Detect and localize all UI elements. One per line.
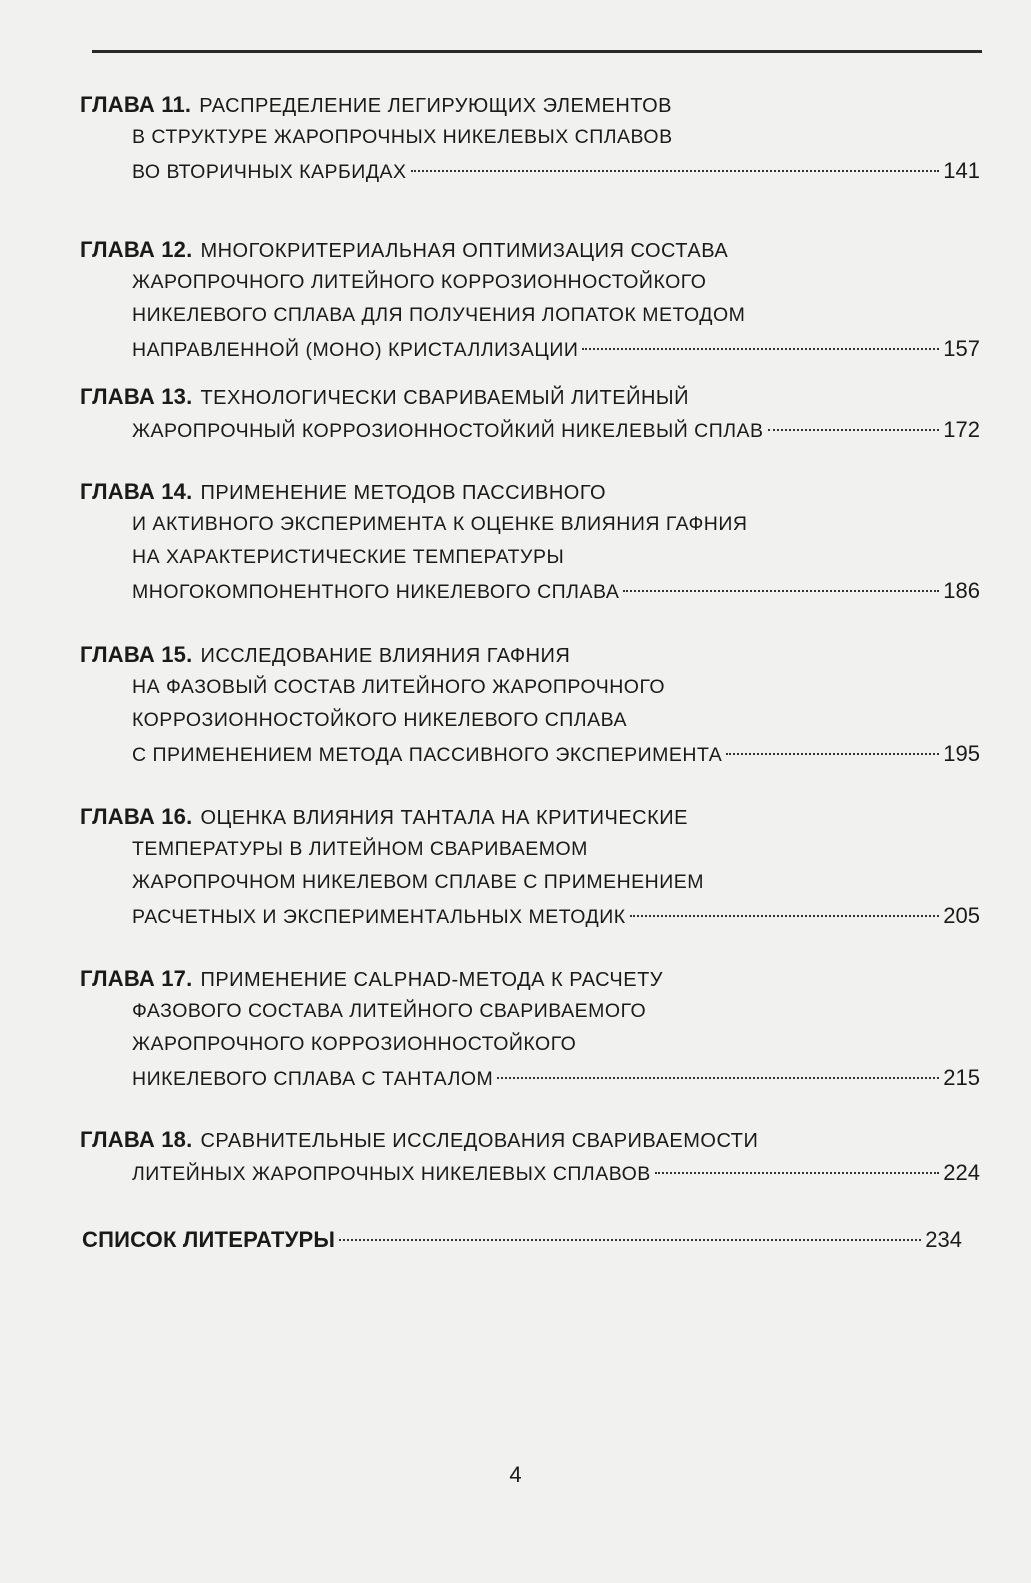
toc-entry[interactable] [80, 962, 980, 1094]
chapter-title-line: ФАЗОВОГО СОСТАВА ЛИТЕЙНОГО СВАРИВАЕМОГО [132, 1000, 647, 1022]
toc-line [80, 299, 980, 332]
dot-leader [411, 170, 940, 172]
chapter-title-line: ОЦЕНКА ВЛИЯНИЯ ТАНТАЛА НА КРИТИЧЕСКИЕ [200, 807, 688, 829]
dot-leader [582, 348, 939, 350]
toc-line [80, 121, 980, 154]
toc-line [80, 962, 980, 995]
chapter-title-line: ЖАРОПРОЧНОМ НИКЕЛЕВОМ СПЛАВЕ С ПРИМЕНЕНИЕМ [132, 871, 705, 893]
dot-leader [655, 1172, 940, 1174]
toc-entry[interactable] [80, 88, 980, 187]
toc-line [80, 737, 980, 770]
toc-line [80, 866, 980, 899]
chapter-title-line: СРАВНИТЕЛЬНЫЕ ИССЛЕДОВАНИЯ СВАРИВАЕМОСТИ [200, 1130, 759, 1152]
page-number: 4 [509, 1462, 522, 1487]
chapter-title-line: НА ФАЗОВЫЙ СОСТАВ ЛИТЕЙНОГО ЖАРОПРОЧНОГО [132, 676, 666, 698]
toc-line [80, 1156, 980, 1189]
chapter-title-line: ЖАРОПРОЧНОГО КОРРОЗИОННОСТОЙКОГО [132, 1033, 577, 1055]
toc-line [80, 671, 980, 704]
chapter-title-line: КОРРОЗИОННОСТОЙКОГО НИКЕЛЕВОГО СПЛАВА [132, 709, 627, 731]
chapter-page-number: 195 [943, 741, 980, 766]
chapter-page-number: 172 [943, 417, 980, 442]
bibliography-label: СПИСОК ЛИТЕРАТУРЫ [82, 1227, 336, 1252]
chapter-title-line: ПРИМЕНЕНИЕ CALPHAD-МЕТОДА К РАСЧЕТУ [200, 969, 664, 991]
chapter-page-number: 186 [943, 578, 980, 603]
dot-leader [497, 1077, 939, 1079]
dot-leader [623, 590, 939, 592]
toc-line [80, 995, 980, 1028]
toc-entry-bibliography[interactable] [82, 1222, 962, 1258]
chapter-title-line: С ПРИМЕНЕНИЕМ МЕТОДА ПАССИВНОГО ЭКСПЕРИМЕНТА [132, 744, 723, 766]
chapter-title-line: НИКЕЛЕВОГО СПЛАВА ДЛЯ ПОЛУЧЕНИЯ ЛОПАТОК МЕТОДОМ [132, 304, 746, 326]
chapter-title-line: НАПРАВЛЕННОЙ (МОНО) КРИСТАЛЛИЗАЦИИ [132, 339, 579, 361]
toc-line [80, 332, 980, 365]
toc-line [80, 233, 980, 266]
toc-entry[interactable] [80, 1123, 980, 1189]
toc-line [80, 638, 980, 671]
chapter-page-number: 205 [943, 903, 980, 928]
dot-leader [630, 915, 940, 917]
toc-line [80, 1028, 980, 1061]
chapter-title-line: ТЕХНОЛОГИЧЕСКИ СВАРИВАЕМЫЙ ЛИТЕЙНЫЙ [200, 387, 689, 409]
bibliography-page-number: 234 [925, 1227, 962, 1252]
chapter-title-line: РАСЧЕТНЫХ И ЭКСПЕРИМЕНТАЛЬНЫХ МЕТОДИК [132, 906, 626, 928]
toc-line [80, 574, 980, 607]
toc-line [80, 475, 980, 508]
toc-line [80, 833, 980, 866]
chapter-label: ГЛАВА 12. [80, 237, 193, 262]
chapter-page-number: 224 [943, 1160, 980, 1185]
dot-leader [339, 1239, 921, 1241]
header-rule [92, 50, 982, 53]
toc-line [80, 154, 980, 187]
toc-line [80, 800, 980, 833]
chapter-page-number: 215 [943, 1065, 980, 1090]
chapter-title-line: РАСПРЕДЕЛЕНИЕ ЛЕГИРУЮЩИХ ЭЛЕМЕНТОВ [199, 95, 673, 117]
toc-line [80, 88, 980, 121]
chapter-label: ГЛАВА 14. [80, 479, 193, 504]
chapter-title-line: И АКТИВНОГО ЭКСПЕРИМЕНТА К ОЦЕНКЕ ВЛИЯНИЯ ГАФНИЯ [132, 513, 748, 535]
chapter-title-line: МНОГОКРИТЕРИАЛЬНАЯ ОПТИМИЗАЦИЯ СОСТАВА [200, 240, 729, 262]
toc-line [80, 266, 980, 299]
toc-line [80, 413, 980, 446]
chapter-title-line: В СТРУКТУРЕ ЖАРОПРОЧНЫХ НИКЕЛЕВЫХ СПЛАВОВ [132, 126, 673, 148]
toc-entry[interactable] [80, 380, 980, 446]
toc-entry[interactable] [80, 475, 980, 607]
dot-leader [726, 753, 939, 755]
toc-line [80, 1123, 980, 1156]
chapter-title-line: НА ХАРАКТЕРИСТИЧЕСКИЕ ТЕМПЕРАТУРЫ [132, 546, 565, 568]
chapter-title-line: ЖАРОПРОЧНЫЙ КОРРОЗИОННОСТОЙКИЙ НИКЕЛЕВЫЙ СПЛАВ [132, 420, 764, 442]
chapter-label: ГЛАВА 17. [80, 966, 193, 991]
toc-line [80, 899, 980, 932]
chapter-title-line: ТЕМПЕРАТУРЫ В ЛИТЕЙНОМ СВАРИВАЕМОМ [132, 838, 588, 860]
chapter-label: ГЛАВА 16. [80, 804, 193, 829]
chapter-label: ГЛАВА 15. [80, 642, 193, 667]
toc-line [80, 1061, 980, 1094]
chapter-label: ГЛАВА 13. [80, 384, 193, 409]
chapter-label: ГЛАВА 11. [80, 92, 192, 117]
chapter-label: ГЛАВА 18. [80, 1127, 193, 1152]
chapter-title-line: ЖАРОПРОЧНОГО ЛИТЕЙНОГО КОРРОЗИОННОСТОЙКОГО [132, 271, 707, 293]
chapter-title-line: НИКЕЛЕВОГО СПЛАВА С ТАНТАЛОМ [132, 1068, 494, 1090]
chapter-page-number: 141 [943, 158, 980, 183]
chapter-title-line: ИССЛЕДОВАНИЕ ВЛИЯНИЯ ГАФНИЯ [200, 645, 571, 667]
toc-entry[interactable] [80, 800, 980, 932]
toc-line [80, 541, 980, 574]
chapter-title-line: ВО ВТОРИЧНЫХ КАРБИДАХ [132, 161, 407, 183]
toc-line [80, 380, 980, 413]
toc-line [80, 704, 980, 737]
dot-leader [768, 429, 940, 431]
chapter-page-number: 157 [943, 336, 980, 361]
toc-entry[interactable] [80, 233, 980, 365]
chapter-title-line: ПРИМЕНЕНИЕ МЕТОДОВ ПАССИВНОГО [200, 482, 607, 504]
chapter-title-line: ЛИТЕЙНЫХ ЖАРОПРОЧНЫХ НИКЕЛЕВЫХ СПЛАВОВ [132, 1163, 651, 1185]
toc-line [80, 508, 980, 541]
toc-entry[interactable] [80, 638, 980, 770]
chapter-title-line: МНОГОКОМПОНЕНТНОГО НИКЕЛЕВОГО СПЛАВА [132, 581, 620, 603]
